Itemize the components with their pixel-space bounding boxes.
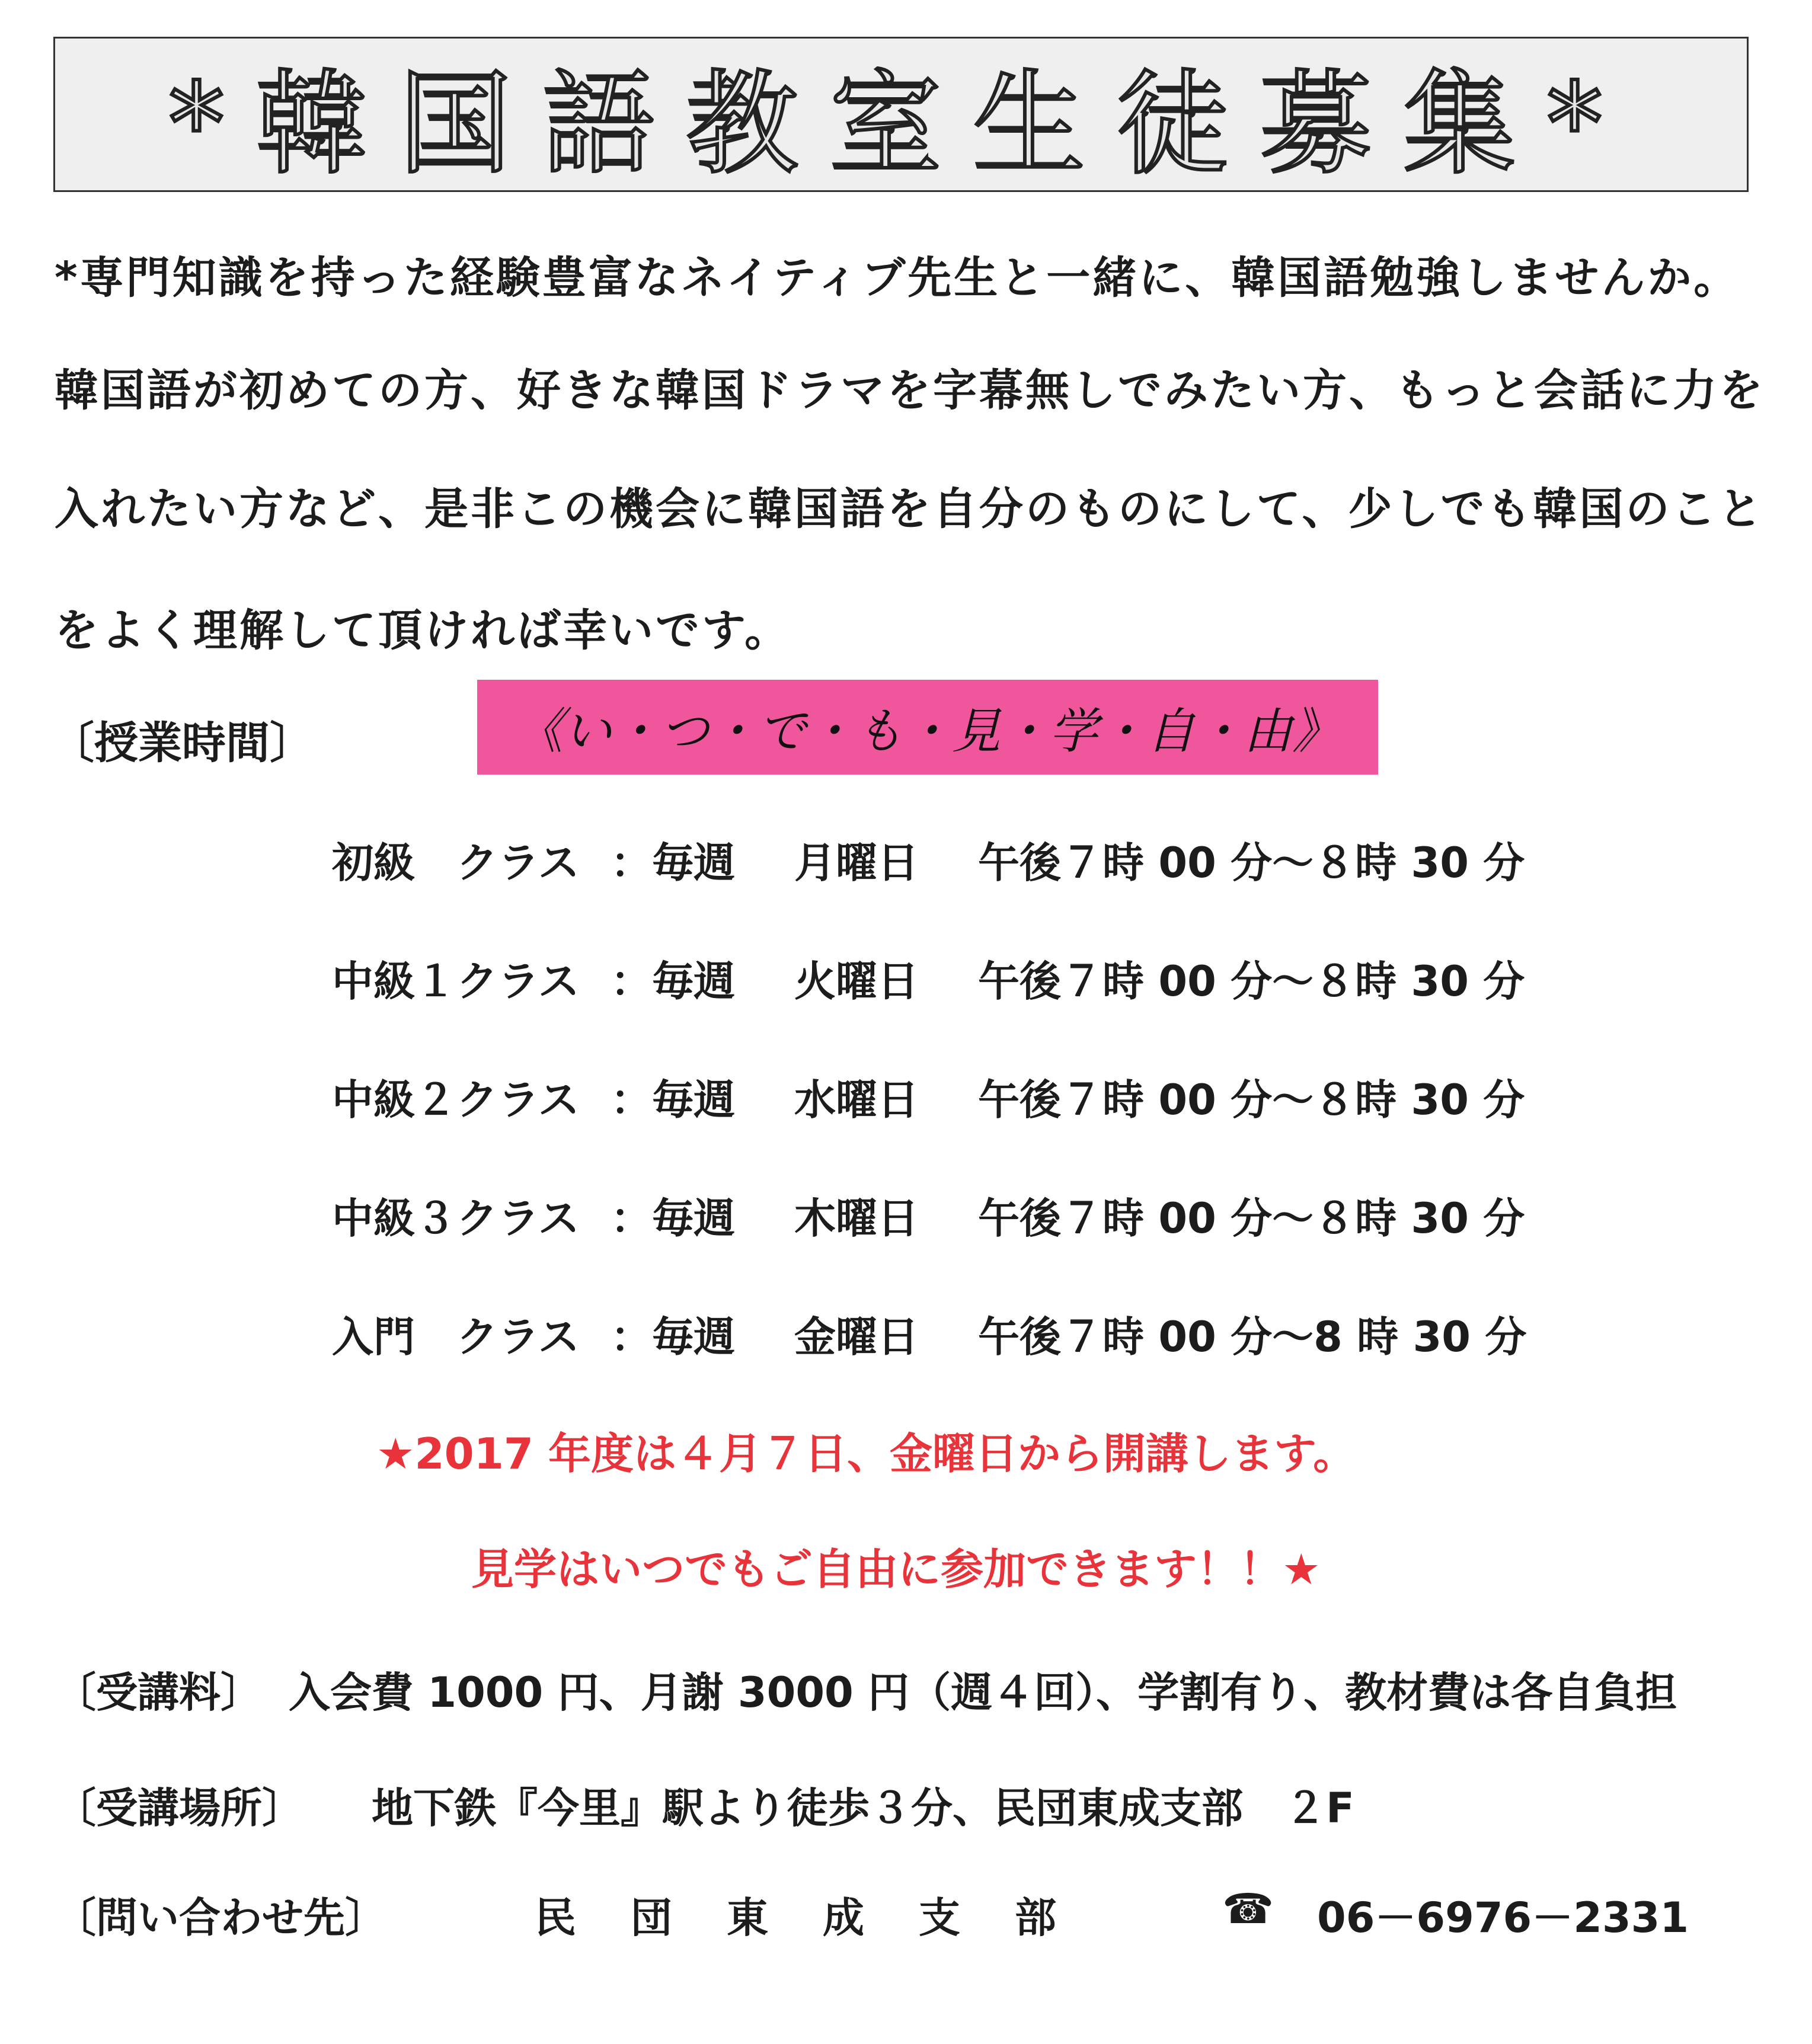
class-name: 中級１クラス bbox=[332, 957, 580, 1006]
class-frequency: 毎週 bbox=[652, 1313, 735, 1361]
class-name: 入門 クラス bbox=[332, 1313, 580, 1361]
fees-value: 入会費 1000 円、月謝 3000 円（週４回）、学割有り、教材費は各自負担 bbox=[289, 1668, 1677, 1717]
contact-name: 民団東成支部 bbox=[535, 1893, 1111, 1942]
class-frequency: 毎週 bbox=[652, 957, 735, 1006]
visit-notice: 見学はいつでもご自由に参加できます！！★ bbox=[471, 1544, 1321, 1594]
class-frequency: 毎週 bbox=[652, 1194, 735, 1243]
start-date-notice: ★2017 年度は４月７日、金曜日から開講します。 bbox=[376, 1429, 1356, 1479]
intro-line-2: 韓国語が初めての方、好きな韓国ドラマを字幕無しでみたい方、もっと会話に力を bbox=[55, 365, 1765, 416]
fees-row bbox=[55, 1659, 1773, 1719]
phone-icon: ☎ bbox=[1222, 1885, 1274, 1933]
class-separator: ： bbox=[611, 1194, 652, 1243]
class-day: 火曜日 bbox=[794, 957, 919, 1006]
class-day: 木曜日 bbox=[794, 1194, 919, 1243]
class-time: 午後７時 00 分～8 時 30 分 bbox=[978, 1313, 1527, 1361]
class-frequency: 毎週 bbox=[652, 1076, 735, 1124]
class-day: 金曜日 bbox=[794, 1313, 919, 1361]
fees-label: 〔受講料〕 bbox=[55, 1668, 262, 1717]
location-value: 地下鉄『今里』駅より徒歩３分、民団東成支部 ２F bbox=[372, 1784, 1354, 1832]
class-time: 午後７時 00 分～８時 30 分 bbox=[978, 839, 1525, 887]
class-separator: ： bbox=[611, 839, 652, 887]
class-separator: ： bbox=[611, 1076, 652, 1124]
class-frequency: 毎週 bbox=[652, 839, 735, 887]
class-name: 初級 クラス bbox=[332, 839, 580, 887]
contact-phone: 06－6976－2331 bbox=[1317, 1893, 1689, 1942]
intro-line-3: 入れたい方など、是非この機会に韓国語を自分のものにして、少しでも韓国のこと bbox=[55, 484, 1765, 535]
intro-line-1: *専門知識を持った経験豊富なネイティブ先生と一緒に、韓国語勉強しませんか。 bbox=[55, 252, 1740, 303]
class-day: 水曜日 bbox=[794, 1076, 919, 1124]
class-separator: ： bbox=[611, 1313, 652, 1361]
class-time: 午後７時 00 分～８時 30 分 bbox=[978, 1194, 1525, 1243]
schedule-label: 〔授業時間〕 bbox=[50, 718, 314, 769]
class-separator: ： bbox=[611, 957, 652, 1006]
location-row bbox=[55, 1775, 1773, 1834]
intro-line-4: をよく理解して頂ければ幸いです。 bbox=[55, 605, 791, 656]
location-label: 〔受講場所〕 bbox=[55, 1784, 303, 1832]
class-time: 午後７時 00 分～８時 30 分 bbox=[978, 1076, 1525, 1124]
contact-row bbox=[55, 1885, 1773, 1944]
class-day: 月曜日 bbox=[794, 839, 919, 887]
title-box bbox=[53, 37, 1749, 192]
visit-anytime-banner: 《い・つ・で・も・見・学・自・由》 bbox=[477, 680, 1378, 775]
class-name: 中級３クラス bbox=[332, 1194, 580, 1243]
class-time: 午後７時 00 分～８時 30 分 bbox=[978, 957, 1525, 1006]
class-name: 中級２クラス bbox=[332, 1076, 580, 1124]
page-title: *韓国語教室生徒募集* bbox=[168, 58, 1634, 190]
contact-label: 〔問い合わせ先〕 bbox=[55, 1893, 386, 1942]
